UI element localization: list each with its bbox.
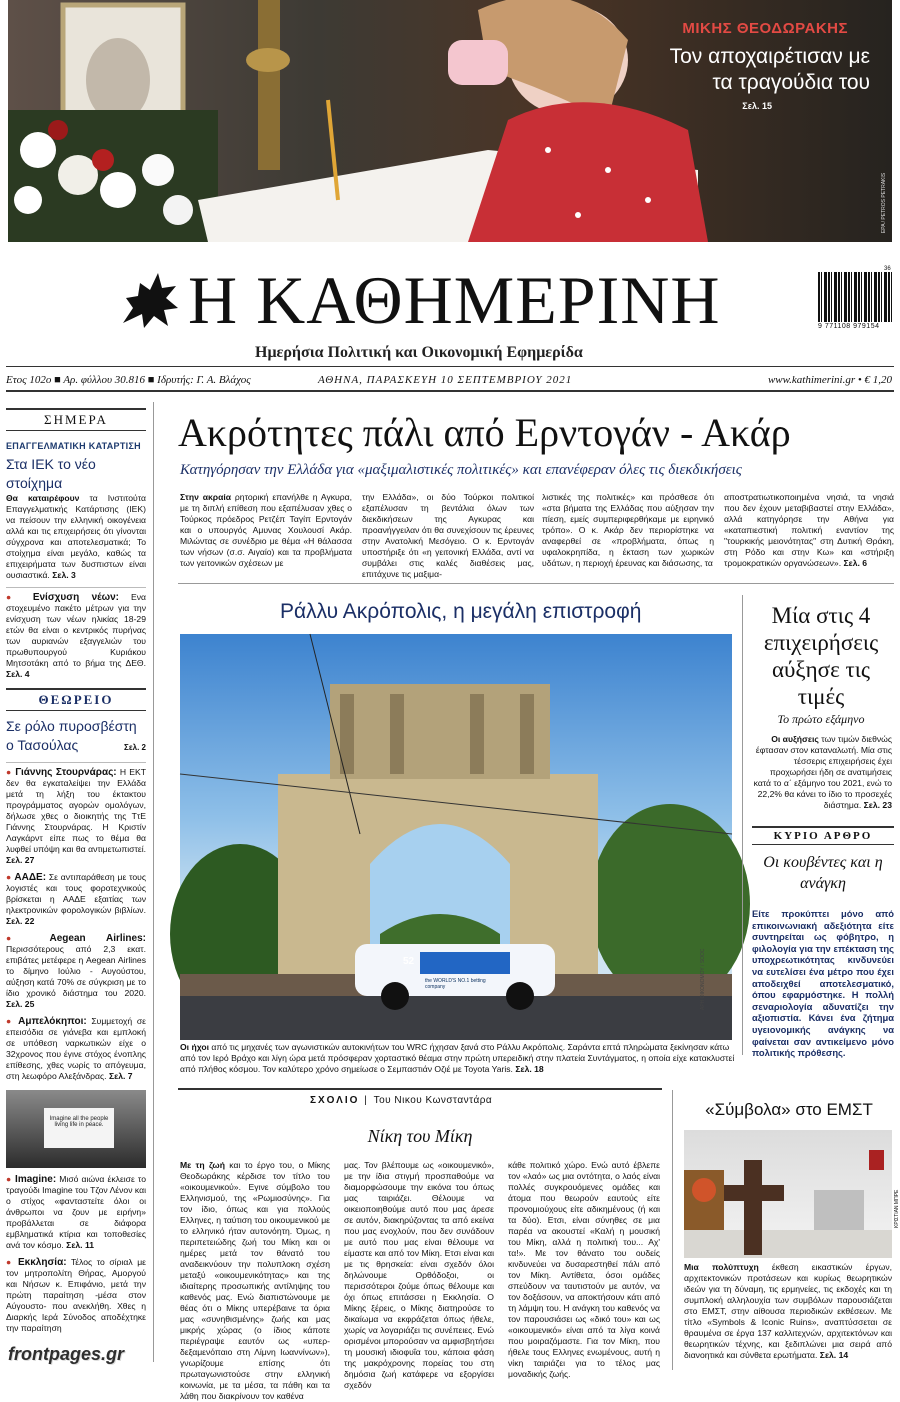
sidebar-item-9: ● Εκκλησία: Τέλος το σίριαλ με τον μητροπολίτη Θήρας, Αμοργού και Νήσων κ. Επιφάνιο, μετά την πρώτη παραίτηση -μέσα στον Αύγουστο- που ανεκλήθη. Χθες η Διαρκής Ιερά Σύνοδος αποδέχτηκε την παραίτηση (6, 1257, 146, 1333)
sidebar-item-2: ● Ενίσχυση νέων: Ενα στοχευμένο πακέτο μέτρων για την ενίσχυση των νέων ηλικίας 18-29 ετών θα είναι ο κεντρικός πυρήνας των αυριανών εξαγγελιών του πρωθυπουργού Κυριάκου Μητσοτάκη από το βήμα της ΔΕΘ. Σελ. 4 (6, 587, 146, 680)
masthead-info-left: Ετος 102ο ■ Αρ. φύλλου 30.816 ■ Ιδρυτής: Γ. Α. Βλάχος (6, 374, 251, 386)
editorial-text: Είτε προκύπτει μόνο από επικοινωνιακή αδεξιότητα είτε συντηρείται ως φόβητρο, η φιλολογία για την επέκταση της υποχρεωτικότητας κινδυνεύει να ευτελίσει ένα μέτρο που έχει αποδειχθεί αποτελεσματικό, όπου εφαρμόστηκε. Η πολλή σεναριολογία αδυνατίζει την αξιοπιστία. Κάνει ένα ζήτημα υγειονομικής ανάγκης να φαίνεται σαν αντικείμενο μόνο πολιτικής πρόθεσης. (752, 908, 894, 1059)
comment-rule (178, 1088, 662, 1090)
emst-text: Μια πολύπτυχη έκθεση εικαστικών έργων, αρχιτεκτονικών προτάσεων και κυρίως θεωρητικών ιδεών για τη δύναμη, τις ερμηνείες, τις εκδοχές και τη συμπλοκή αλληλουχία των συμβόλων παρουσιάζεται στο ΕΜΣΤ, στην αίθουσα περιοδικών εκθέσεων. Με τίτλο «Symbols & Iconic Ruins», αναπτύσσεται σε θραυμένα σε έργα 137 καλλιτεχνών, αρχιτεκτόνων και θεωρητικών τέχνης, και ξεδιπλώνει μια σειρά από διανοητικά και σύνθετα ερωτήματα. Σελ. 14 (684, 1262, 893, 1360)
lead-col-1: Στην ακραία ρητορική επανήλθε η Αγκυρα, με τη διπλή επίθεση που εξαπέλυσαν χθες ο Τούρκος πρόεδρος Ρετζέπ Ταγίπ Ερντογάν και ο υπουργός Αμυνας Χουλουσί Ακάρ. Μιλώντας σε συνέδριο με θέμα «Η θάλασσα των νήσων (σ.σ. Αιγαίο) και τα προβλήματα των γειτονικών σχέσεων με (180, 492, 353, 568)
banner-headline: Τον αποχαιρέτισαν με τα τραγούδια του (669, 45, 870, 94)
sidebar-item-8: ● Imagine: Μισό αιώνα έκλεισε το τραγούδι Imagine του Τζον Λένον και ο στίχος «φανταστείτε όλοι οι άνθρωποι να ζουν με ειρήνη» προβάλλεται σε διάφορα εμβληματικά κτίρια και τοποθεσίες ανά τον κόσμο. Σελ. 11 (6, 1174, 146, 1250)
barcode-top: 36 (884, 266, 891, 272)
rally-photo (180, 634, 732, 1040)
sidebar-head-1: Στα ΙΕΚ το νέο στοίχημα (6, 456, 96, 491)
masthead-date: ΑΘΗΝΑ, ΠΑΡΑΣΚΕΥΗ 10 ΣΕΠΤΕΜΒΡΙΟΥ 2021 (318, 374, 573, 386)
editorial-headline: Οι κουβέντες και η ανάγκη (763, 854, 883, 892)
banner-kicker: ΜΙΚΗΣ ΘΕΟΔΩΡΑΚΗΣ (682, 20, 848, 37)
column-rule-right (742, 595, 743, 1055)
lead-col-2: την Ελλάδα», οι δύο Τούρκοι πολιτικοί εξαπέλυσαν τη βεντάλια όλων των διεκδικήσεων της Αγκυρας και προανήγγειλαν ότι θα συνεχίσουν τις έρευνες στην Ανατολική Μεσόγειο. Ο κ. Ερντογάν υποστήριξε ότι «η γειτονική Ελλάδα, αντί να συμβάλει στις καλές διαθέσεις μας, επιτάχυνε τις μαξιμα- (362, 492, 534, 579)
sidebar-item-6: ● Aegean Airlines: Περισσότερους από 2,3 εκατ. επιβάτες μετέφερε η Aegean Airlines το δίμηνο Ιούλιο - Αυγούστου, αύξηση κατά 70% σε σύγκριση με το ίδιο χρονικό διάστημα του 2020. Σελ. 25 (6, 933, 146, 1009)
comment-col-1: Με τη ζωή και το έργο του, ο Μίκης Θεοδωράκης κέρδισε τον τίτλο του «οικουμενικού». Εγινε σύμβολο του Ελληνισμού, της «Ρωμιοσύνης». Για τον ίδιο, όπως και για πολλούς Ελληνες, η ταύτιση του οικουμενικού με το ελληνικό ήταν αυτονόητη. Όμως, η περιπετειώδης ζωή του Μίκη και οι ημέρες μετά τον θάνατό του αναδεικνύουν την πολυπλοκη σχέση μεταξύ «οικουμενικότητας» και της ιδιαίτερης προσωπικής αντίληψης του καθενός μας. Ενώ διαπιστώνουμε με θέας ότι ο Μίκης υπερέβαινε τα όρια μας «συνηθισμένης» ζωής και μας μικρής χώρας (ο ίδιος κάποτε περιέγραψε εαυτόν ως «υπερ-δεξαμενόπαιο στη Λίμνη Ιωαννίνων»), γνωρίζουμε επίσης ότι πρωταγωνιστούσε στην ελληνική κοινωνία, με τα μέσα, τα πάθη και τα λάθη που διακρίνουν τον καθένα (180, 1160, 330, 1401)
comment-col-3: κάθε πολιτικό χώρο. Ενώ αυτό έβλεπε τον «λαό» ως μια οντότητα, ο λαός είναι πολλές συγκρουόμενες ομάδες και άτομα που θεωρούν εαυτούς είτε προνομιούχους είτε αδικημένους (ή και τα δύο). Ετσι, είναι σύνηθες σε μια παρέα να ακουστεί «Καλή η μουσική του Μίκη, αλλά η πολιτική του... Αχ' τα!». Με τον θάνατο του ουδείς κινδυνεύει να δυσαρεστηθεί πάλι από τον Μίκη. Αντίθετα, όσοι ομάδες σπεύδουν να ταυτιστούν με αυτόν, να τον δοξάσουν, να αποκτήσουν κάτι από τη λάμψη του. Η ανάγκη του καθενός να τον παρουσιάσει ως «δικό του» και ως «οικουμενικό» είναι από τα λίγα κοινά που μοιραζόμαστε. Για τον Μίκη, που ήθελε τους Ελληνες ενωμένους, αυτή η νίκη ταιριάζει για το τέλος μας μοναδικής ζωής. (508, 1160, 660, 1379)
sidebar-item-7: ● Αμπελόκηποι: Συμμετοχή σε επεισόδια σε γιάνεβα και εμπλοκή σε υπόθεση ναρκωτικών είχε ο 32χρονος που έγινε στόχος ένοπλης επίθεσης, χθες νωρίς το απόγευμα, στη λεωφόρο Αλεξάνδρας. Σελ. 7 (6, 1016, 146, 1081)
sidebar-head-3: Σε ρόλο πυροσβέστη ο Τασούλας (6, 718, 137, 753)
rally-car-number: 52 (403, 956, 415, 967)
imagine-photo (6, 1090, 146, 1168)
lead-subhead: Κατηγόρησαν την Ελλάδα για «μαξιμαλιστικές πολιτικές» και επανέφεραν όλες τις διεκδικήσεις (180, 462, 742, 478)
barcode-number: 9 771108 979154 (818, 323, 880, 330)
prices-headline: Μία στις 4 επιχειρήσεις αύξησε τις τιμές (763, 603, 879, 709)
griffin-logo-icon (118, 268, 184, 334)
sidebar-ref-3: Σελ. 2 (124, 743, 146, 752)
prices-text: Οι αυξήσεις των τιμών διεθνώς έφτασαν στον καταναλωτή. Μία στις τέσσερις επιχειρήσεις έχει προχωρήσει ήδη σε ανατιμήσεις κατά το α΄ εξάμηνο του 2021, ενώ το 22,2% θα κάνει το ίδιο το προσεχές διάστημα. Σελ. 23 (753, 734, 892, 810)
lead-rule (178, 583, 894, 584)
editorial-kicker: ΚΥΡΙΟ ΑΡΘΡΟ (752, 826, 894, 845)
rally-headline: Ράλλυ Ακρόπολις, η μεγάλη επιστροφή (280, 600, 642, 623)
rally-credit: ΑΡΗ ΟΙΚΟΝΟΜΟΥ / SOOC (700, 948, 706, 1010)
emst-headline: «Σύμβολα» στο ΕΜΣΤ (705, 1100, 873, 1119)
frontpages-logo: frontpages.gr (8, 1344, 125, 1364)
masthead-title: Η ΚΑΘΗΜΕΡΙΝΗ (188, 262, 721, 338)
sidebar-item-4: ● Γιάννης Στουρνάρας: Η ΕΚΤ δεν θα εγκαταλείψει την Ελλάδα μετά τη λήξη του έκτακτου προγράμματος αγορών ομολόγων, δήλωσε χθες ο διοικητής της ΤτΕ Γιάννης Στουρνάρας. Η Κριστίν Λαγκάρντ είπε πως το θέμα θα λυφθεί υπόψη και θα αντιμετωπιστεί. Σελ. 27 (6, 762, 146, 866)
emst-photo (684, 1130, 892, 1258)
banner-photo (8, 0, 892, 242)
sidebar-today-label: ΣΗΜΕΡΑ (6, 408, 146, 431)
sidebar-text-1: Θα καταιρέφουν τα Ινστιτούτα Επαγγελματικής Κατάρτισης (ΙΕΚ) να πείσουν την ελληνική οικογένεια αλλά και τις επιχειρήσεις ότι γίνονται σύγχρονα και αποτελεσματικά; Το στοίχημα είναι μεγάλο, καθώς τα επιχειρήματα των δυσπιστων είναι ουσιαστικά. Σελ. 3 (6, 493, 146, 580)
rally-car-sponsor: the WORLD'S NO.1 betting company (425, 978, 486, 990)
comment-col-2: μας. Τον βλέπουμε ως «οικουμενικό», με την ίδια στιγμή προσπαθούμε να διαμορφώσουμε την εικόνα του όπως μας ταιριάζει. Θέλουμε να οικειοποιηθούμε αυτό που μας άρεσε σε αυτόν, διακηρύζοντας τα από εκείνα που μας ενοχλούν, που δεν συνάδουν με αυτό που μας είναι θέλουμε να είμαστε και από τον Μίκη. Ετσι είναι και με τις θρησκεία: είναι σχεδόν όλοι δηλώνουμε Ορθόδοξοι, οι περισσότεροι ζούμε όπως θέλουμε και όχι όπως επιτάσσει η Εκκλησία. Ο Μίκης ξέρεις, ο Μίκης διατηρούσε το δικαίωμα να εκφράζεται όπως ήθελε, χωρίς να λογαριάζει τις συνέπειες. Ενώ ορισμένοι μπορούσαν να αμφισβητήσει τη μουσική ιδιοφυΐα του, κάποια φάση της μακρόχρονης πορείας του στη δημόσια ζωή κατάφερε να εξοργίσει σχεδόν (344, 1160, 494, 1390)
lead-col-4: αποστρατιωτικοποιημένα νησιά, τα νησιά που δεν έχουν μεταβιβαστεί στην Ελλάδα», αλλά κατηγόρησε την Αθήνα για «καταπιεστική πολιτική εναντίον της "τουρκικής μειονότητας" στη Δυτική Θράκη, στη Ρόδο και στην Κω» και «στήριξη τρομοκρατικών οργανώσεων». Σελ. 6 (724, 492, 894, 568)
masthead-info-right: www.kathimerini.gr • € 1,20 (767, 374, 892, 386)
masthead-rule-bottom (6, 390, 894, 392)
lead-col-3: λιστικές της πολιτικές» και πρόσθεσε ότι «στα βήματα της Ελλάδας που αύξησαν την πίεση, εμείς συμπεριφερθήκαμε με ειρηνικό τρόπο». Ο κ. Ακάρ δεν περιορίστηκε να αναφερθεί σε «προβλήματα, όπως η υφαλοκρηπίδα, η έκταση των χωρικών υδάτων, η περιοχή έρευνας και διάσωσης, τα (542, 492, 714, 568)
masthead-rule (6, 366, 894, 367)
banner-page-ref: Σελ. 15 (742, 101, 772, 111)
comment-kicker: ΣΧΟΛΙΟ | Του Νικου Κωνσταντάρα (310, 1095, 493, 1106)
column-rule-emst (672, 1090, 673, 1370)
column-rule-left (153, 402, 154, 1362)
comment-headline: Νίκη του Μίκη (367, 1126, 473, 1146)
lead-headline: Ακρότητες πάλι από Ερντογάν - Ακάρ (178, 410, 791, 455)
emst-credit: ΚΡΙΣΤΙΑΝ ΜΠΡΕ (894, 1189, 900, 1228)
imagine-screen: Imagine all the people living life in peace. (44, 1108, 114, 1148)
rally-caption: Οι ήχοι από τις μηχανές των αγωνιστικών αυτοκινήτων του WRC ήχησαν ξανά στο Ράλλυ Ακρόπολις. Σαράντα επτά πληρώματα ξεκίνησαν κάτω από τον Ιερό Βράχο και λίγη ώρα μετά πρόσφεραν χορταστικό θέαμα στην πρώτη υπερειδική στην πλατεία Συντάγματος, η οποία είχε κατακλυστεί από πλήθος κόσμου. Τον καλύτερο χρόνο σημείωσε ο Σεμπαστιάν Οζιέ με Toyota Yaris. Σελ. 18 (180, 1042, 735, 1074)
prices-subhead: Το πρώτο εξάμηνο (777, 712, 865, 726)
sidebar-theorio-label: ΘΕΩΡΕΙΟ (6, 688, 146, 711)
sidebar-item-5: ● ΑΑΔΕ: Σε αντιπαράθεση με τους λογιστές και τους φοροτεχνικούς βρίσκεται η ΑΑΔΕ εξαιτίας των ηλεκτρονικών φορολογικών βιβλίων. Σελ. 22 (6, 872, 146, 926)
sidebar-kicker: ΕΠΑΓΓΕΛΜΑΤΙΚΗ ΚΑΤΑΡΤΙΣΗ (6, 441, 141, 451)
masthead-subtitle: Ημερήσια Πολιτική και Οικονομική Εφημερίδα (255, 344, 583, 361)
sidebar (6, 408, 147, 1333)
barcode (818, 272, 894, 322)
banner-credit: EPA / PETROS PETRAKIS (880, 172, 887, 234)
